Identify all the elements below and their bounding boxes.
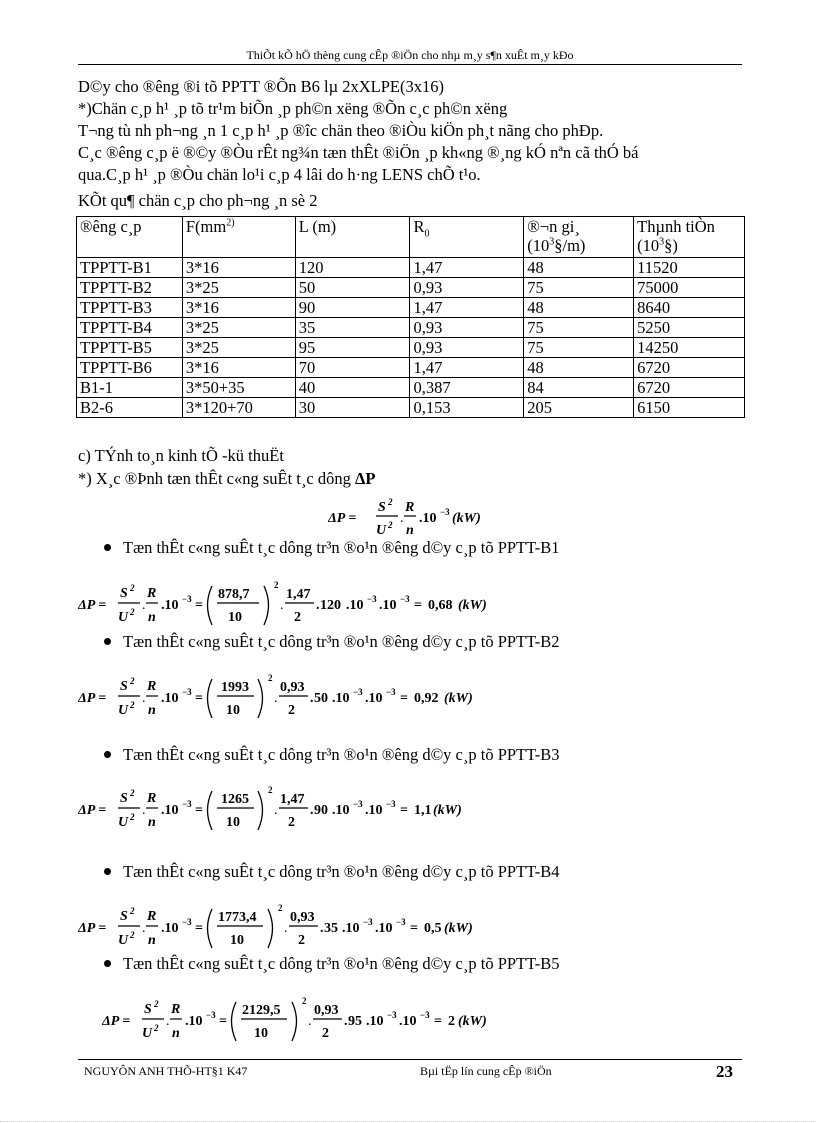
svg-text:=: = [219, 1014, 227, 1029]
svg-text:2: 2 [130, 676, 135, 686]
cell-price: 48 [524, 298, 634, 318]
cell-length: 40 [295, 378, 410, 398]
cell-r0: 0,93 [410, 338, 524, 358]
formula-b2-div: 10 [226, 703, 240, 718]
svg-text:.10: .10 [365, 691, 383, 706]
svg-text:n: n [148, 933, 156, 948]
svg-text:.10: .10 [161, 691, 179, 706]
svg-text:ΔP =: ΔP = [78, 803, 107, 818]
svg-text:2: 2 [130, 788, 135, 798]
cell-cable: TPPTT-B4 [77, 318, 183, 338]
loss-formula-b2 [78, 671, 518, 723]
bullet-item: Tæn thÊt c«ng suÊt t¸c dông tr³n ®o¹n ®êng d©y c¸p tõ PPTT-B5 [104, 954, 559, 974]
formula-b3-result: 1,1 [414, 803, 432, 818]
cell-cost: 6150 [634, 398, 745, 418]
cell-cable: B1-1 [77, 378, 183, 398]
svg-text:−3: −3 [387, 1010, 397, 1020]
svg-text:.: . [142, 803, 146, 818]
svg-text:(kW): (kW) [458, 1014, 487, 1029]
formula-exp: −3 [440, 507, 450, 517]
svg-text:.10: .10 [375, 921, 393, 936]
header-length: L (m) [295, 217, 410, 258]
cell-cost: 11520 [634, 258, 745, 278]
cell-cable: TPPTT-B5 [77, 338, 183, 358]
bullet-item: Tæn thÊt c«ng suÊt t¸c dông tr³n ®o¹n ®êng d©y c¸p tõ PPTT-B2 [104, 632, 559, 652]
formula-b3-div: 10 [226, 815, 240, 830]
intro-line-1: D©y cho ®êng ®i tõ PPTT ®Õn B6 lµ 2xXLPE(3x16) [78, 77, 444, 96]
bullet-dot-icon [104, 544, 111, 551]
svg-text:(kW): (kW) [444, 921, 473, 936]
formula-b3-svg [78, 783, 518, 835]
cell-section: 3*50+35 [182, 378, 295, 398]
svg-text:R: R [147, 586, 157, 601]
svg-text:.: . [142, 598, 146, 613]
bullet-item: Tæn thÊt c«ng suÊt t¸c dông tr³n ®o¹n ®êng d©y c¸p tõ PPTT-B1 [104, 538, 559, 558]
svg-text:.: . [320, 921, 324, 936]
svg-text:.10: .10 [379, 598, 397, 613]
svg-text:U: U [118, 703, 129, 718]
formula-s: S [378, 500, 386, 515]
table-header-row [77, 217, 745, 258]
svg-text:.: . [310, 803, 314, 818]
formula-b4-len: 35 [324, 921, 338, 936]
svg-text:.10: .10 [399, 1014, 417, 1029]
intro-line-5: qua.C¸p h¹ ¸p ®Òu chän lo¹i c¸p 4 lâi do h·ng LENS chÕ t¹o. [78, 165, 481, 184]
svg-text:.: . [280, 598, 284, 613]
header-cross-section: $F(mm^{2)}$ [182, 217, 295, 258]
footer-course: Bµi tËp lín cung cÊp ®iÖn [420, 1064, 552, 1078]
intro-line-2: *)Chän c¸p h¹ ¸p tõ tr¹m biÕn ¸p ph©n xëng ®Õn c¸c ph©n xëng [78, 99, 508, 118]
formula-b2-r: 0,93 [280, 680, 305, 695]
svg-text:U: U [118, 933, 129, 948]
page-header-title: ThiÕt kÕ hÖ thèng cung cÊp ®iÖn cho nhµ m¸y s¶n xuÊt m¸y kÐo [246, 48, 574, 62]
general-loss-formula [328, 495, 498, 541]
cell-cost: 6720 [634, 378, 745, 398]
svg-text:n: n [172, 1026, 180, 1041]
formula-u: U [376, 523, 387, 538]
svg-text:ΔP =: ΔP = [78, 691, 107, 706]
svg-text:R: R [147, 791, 157, 806]
cell-cable: TPPTT-B1 [77, 258, 183, 278]
cell-cost: 75000 [634, 278, 745, 298]
page-number: 23 [716, 1062, 733, 1081]
formula-b4-result: 0,5 [424, 921, 442, 936]
loss-formula-b1 [78, 578, 518, 630]
svg-text:ΔP =: ΔP = [78, 921, 107, 936]
svg-text:2: 2 [130, 607, 135, 617]
formula-b4-n: 2 [298, 933, 305, 948]
svg-text:−3: −3 [182, 799, 192, 809]
svg-text:.: . [142, 921, 146, 936]
svg-text:.10: .10 [161, 803, 179, 818]
cell-r0: 0,93 [410, 278, 524, 298]
svg-text:U: U [142, 1026, 153, 1041]
table-row [77, 378, 745, 398]
svg-text:(kW): (kW) [433, 803, 462, 818]
svg-text:2: 2 [302, 996, 307, 1006]
cell-cost: 5250 [634, 318, 745, 338]
svg-text:−3: −3 [353, 799, 363, 809]
cell-price: 205 [524, 398, 634, 418]
formula-b5-len: 95 [348, 1014, 362, 1029]
svg-text:R: R [171, 1002, 181, 1017]
table-row [77, 318, 745, 338]
cell-cable: B2-6 [77, 398, 183, 418]
cell-price: 75 [524, 318, 634, 338]
svg-text:.: . [166, 1014, 170, 1029]
page-edge-rule [0, 1121, 816, 1122]
loss-formula-b4 [78, 901, 518, 953]
svg-text:.: . [274, 803, 278, 818]
formula-b1-n: 2 [294, 610, 301, 625]
formula-b4-r: 0,93 [290, 910, 315, 925]
svg-text:−3: −3 [400, 594, 410, 604]
cell-cable: TPPTT-B3 [77, 298, 183, 318]
formula-unit: (kW) [452, 511, 481, 526]
table-caption: KÕt qu¶ chän c¸p cho ph¬ng ¸n sè 2 [78, 191, 318, 210]
svg-text:ΔP =: ΔP = [102, 1014, 131, 1029]
formula-s-exp: 2 [388, 497, 393, 507]
cell-section: 3*16 [182, 358, 295, 378]
svg-text:−3: −3 [363, 917, 373, 927]
svg-text:R: R [147, 909, 157, 924]
formula-b3-load: 1265 [221, 792, 249, 807]
bullet-dot-icon [104, 868, 111, 875]
cell-length: 35 [295, 318, 410, 338]
svg-text:n: n [148, 815, 156, 830]
cell-cost: 14250 [634, 338, 745, 358]
cell-length: 95 [295, 338, 410, 358]
bullet-dot-icon [104, 638, 111, 645]
svg-text:=: = [414, 598, 422, 613]
cell-length: 120 [295, 258, 410, 278]
svg-text:.10: .10 [365, 803, 383, 818]
svg-text:.10: .10 [366, 1014, 384, 1029]
svg-text:.10: .10 [161, 598, 179, 613]
intro-line-4: C¸c ®êng c¸p ë ®©y ®Òu rÊt ng¾n tæn thÊt ®iÖn ¸p kh«ng ®¸ng kÓ nªn cã thÓ bá [78, 143, 639, 162]
cell-r0: 0,153 [410, 398, 524, 418]
cell-cost: 8640 [634, 298, 745, 318]
formula-b1-div: 10 [228, 610, 242, 625]
svg-text:2: 2 [268, 785, 273, 795]
svg-text:2: 2 [278, 903, 283, 913]
formula-b1-load: 878,7 [218, 587, 250, 602]
cell-price: 75 [524, 338, 634, 358]
svg-text:=: = [410, 921, 418, 936]
formula-b5-n: 2 [322, 1026, 329, 1041]
svg-text:−3: −3 [182, 594, 192, 604]
svg-text:=: = [195, 921, 203, 936]
section-c-heading: c) TÝnh to¸n kinh tÕ -kü thuËt [78, 446, 284, 465]
formula-b2-result: 0,92 [414, 691, 439, 706]
cable-selection-table [76, 216, 745, 418]
svg-text:.10: .10 [332, 803, 350, 818]
formula-b1-svg [78, 578, 518, 630]
cell-price: 48 [524, 258, 634, 278]
formula-b4-load: 1773,4 [218, 910, 257, 925]
svg-text:−3: −3 [367, 594, 377, 604]
svg-text:(kW): (kW) [444, 691, 473, 706]
cell-price: 75 [524, 278, 634, 298]
cell-r0: 1,47 [410, 258, 524, 278]
cell-price: 84 [524, 378, 634, 398]
cell-length: 30 [295, 398, 410, 418]
svg-text:=: = [195, 691, 203, 706]
bullet-item: Tæn thÊt c«ng suÊt t¸c dông tr³n ®o¹n ®êng d©y c¸p tõ PPTT-B3 [104, 745, 559, 765]
svg-text:.: . [400, 511, 404, 526]
cell-section: 3*25 [182, 318, 295, 338]
svg-text:U: U [118, 815, 129, 830]
header-total-cost: Thµnh tiÒn $(10^3\S)$ [634, 217, 745, 258]
formula-b5-r: 0,93 [314, 1003, 339, 1018]
cell-length: 50 [295, 278, 410, 298]
svg-text:.: . [274, 691, 278, 706]
cell-r0: 0,93 [410, 318, 524, 338]
svg-text:.10: .10 [161, 921, 179, 936]
svg-text:U: U [118, 610, 129, 625]
intro-line-3: T¬ng tù nh ph¬ng ¸n 1 c¸p h¹ ¸p ®îc chän theo ®iÒu kiÖn ph¸t nãng cho phÐp. [78, 121, 604, 140]
cell-cable: TPPTT-B6 [77, 358, 183, 378]
svg-text:S: S [120, 909, 128, 924]
formula-b2-svg [78, 671, 518, 723]
svg-text:2: 2 [154, 999, 159, 1009]
formula-b3-r: 1,47 [280, 792, 305, 807]
cell-cost: 6720 [634, 358, 745, 378]
svg-text:=: = [400, 803, 408, 818]
svg-text:−3: −3 [206, 1010, 216, 1020]
cell-price: 48 [524, 358, 634, 378]
cell-section: 3*16 [182, 298, 295, 318]
header-unit-price: ®¬n gi¸ $(10^3\S/m)$ [524, 217, 634, 258]
bullet-item: Tæn thÊt c«ng suÊt t¸c dông tr³n ®o¹n ®êng d©y c¸p tõ PPTT-B4 [104, 862, 559, 882]
svg-text:=: = [434, 1014, 442, 1029]
svg-text:2: 2 [130, 930, 135, 940]
general-formula-svg [328, 495, 498, 541]
footer-rule [78, 1059, 742, 1060]
svg-text:−3: −3 [396, 917, 406, 927]
svg-text:.10: .10 [185, 1014, 203, 1029]
cell-r0: 1,47 [410, 358, 524, 378]
cell-cable: TPPTT-B2 [77, 278, 183, 298]
formula-b2-load: 1993 [221, 680, 249, 695]
svg-text:ΔP =: ΔP = [78, 598, 107, 613]
loss-formula-b5 [102, 994, 542, 1046]
svg-text:=: = [400, 691, 408, 706]
svg-text:2: 2 [130, 583, 135, 593]
svg-text:−3: −3 [182, 917, 192, 927]
svg-text:=: = [195, 803, 203, 818]
loss-formula-b3 [78, 783, 518, 835]
formula-r: R [405, 500, 415, 515]
formula-b5-load: 2129,5 [242, 1003, 281, 1018]
svg-text:.10: .10 [342, 921, 360, 936]
svg-text:.: . [284, 921, 288, 936]
svg-text:.: . [316, 598, 320, 613]
svg-text:n: n [148, 610, 156, 625]
svg-text:S: S [120, 791, 128, 806]
svg-text:.: . [142, 691, 146, 706]
cell-r0: 1,47 [410, 298, 524, 318]
svg-text:.10: .10 [346, 598, 364, 613]
table-row [77, 258, 745, 278]
formula-b5-svg [102, 994, 542, 1046]
cell-section: 3*25 [182, 338, 295, 358]
cell-section: 3*16 [182, 258, 295, 278]
formula-lhs: ΔP = [328, 511, 357, 526]
header-rule [78, 64, 742, 65]
formula-b1-r: 1,47 [286, 587, 311, 602]
formula-b2-len: 50 [314, 691, 328, 706]
table-row [77, 398, 745, 418]
formula-b4-div: 10 [230, 933, 244, 948]
header-cable-line: ®êng c¸p [77, 217, 183, 258]
svg-text:n: n [148, 703, 156, 718]
svg-text:.10: .10 [332, 691, 350, 706]
table-row [77, 278, 745, 298]
svg-text:2: 2 [154, 1023, 159, 1033]
formula-b1-result: 0,68 [428, 598, 453, 613]
formula-b5-result: 2 [448, 1014, 455, 1029]
svg-text:2: 2 [274, 580, 279, 590]
formula-b1-len: 120 [320, 598, 341, 613]
svg-text:.: . [310, 691, 314, 706]
formula-n: n [406, 523, 414, 538]
table-row [77, 298, 745, 318]
formula-b4-svg [78, 901, 518, 953]
svg-text:2: 2 [130, 700, 135, 710]
header-resistance: $R_0$ [410, 217, 524, 258]
svg-text:=: = [195, 598, 203, 613]
svg-text:.: . [344, 1014, 348, 1029]
formula-b5-div: 10 [254, 1026, 268, 1041]
cell-r0: 0,387 [410, 378, 524, 398]
svg-text:.: . [308, 1014, 312, 1029]
svg-text:−3: −3 [420, 1010, 430, 1020]
table-row [77, 358, 745, 378]
svg-text:−3: −3 [386, 799, 396, 809]
svg-text:S: S [144, 1002, 152, 1017]
svg-text:2: 2 [130, 812, 135, 822]
svg-text:−3: −3 [353, 687, 363, 697]
svg-text:2: 2 [130, 906, 135, 916]
formula-b3-len: 90 [314, 803, 328, 818]
formula-b2-n: 2 [288, 703, 295, 718]
section-star-heading: *) X¸c ®Þnh tæn thÊt c«ng suÊt t¸c dông ΔP [78, 469, 376, 488]
svg-text:S: S [120, 586, 128, 601]
svg-text:(kW): (kW) [458, 598, 487, 613]
formula-u-exp: 2 [388, 520, 393, 530]
cell-length: 90 [295, 298, 410, 318]
svg-text:R: R [147, 679, 157, 694]
cell-section: 3*25 [182, 278, 295, 298]
table-row [77, 338, 745, 358]
cell-length: 70 [295, 358, 410, 378]
svg-text:−3: −3 [182, 687, 192, 697]
bullet-dot-icon [104, 751, 111, 758]
svg-text:2: 2 [268, 673, 273, 683]
formula-b3-n: 2 [288, 815, 295, 830]
cell-section: 3*120+70 [182, 398, 295, 418]
svg-text:S: S [120, 679, 128, 694]
footer-author: NGUYÔN ANH THÕ-HT§1 K47 [84, 1064, 248, 1078]
bullet-dot-icon [104, 960, 111, 967]
svg-text:−3: −3 [386, 687, 396, 697]
formula-tail: .10 [419, 511, 437, 526]
